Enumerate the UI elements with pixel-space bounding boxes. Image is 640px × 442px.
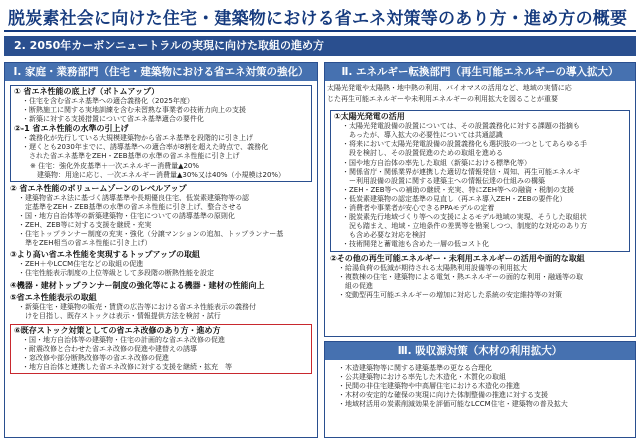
- list-item: ・新築住宅・建築物の販売・賃貸の広告等における省エネ性能表示の義務付: [18, 302, 256, 311]
- section-banner: 2. 2050年カーボンニュートラルの実現に向けた取組の進め方: [4, 36, 636, 56]
- list-note: 建築物：用途に応じ、一次エネルギー消費量▲30%又は40%（小規模は20%）: [30, 170, 286, 179]
- list-item: も含め必要な対応を検討: [342, 231, 426, 240]
- list-item: ・太陽光発電設備の設置については、その設置義務化に対する課題の指摘も: [342, 122, 580, 131]
- list-item: ・低炭素建築物の認定基準の見直し（再エネ導入ZEH・ZEBの要件化）: [342, 194, 567, 203]
- list-item: ・木造建築物等に関する建築基準の更なる合理化: [338, 364, 492, 372]
- household-business-panel: [4, 62, 318, 438]
- list-item: ・耐震改修と合わせた省エネ改修の促進や建替えの誘導: [22, 344, 197, 353]
- section-title: ⑤省エネ性能表示の取組: [10, 292, 97, 302]
- list-item: ・国・地方自治体等の建築物・住宅の計画的な省エネ改修の促進: [22, 335, 225, 344]
- list-item: ・複数棟の住宅・建築物による電気・熱エネルギーの面的な利用・融通等の取: [338, 272, 583, 281]
- list-item: ・国や地方自治体の率先した取組（新築における標準化等）: [342, 158, 531, 167]
- carbon-sink-heading: Ⅲ. 吸収源対策（木材の利用拡大）: [325, 342, 635, 360]
- list-item: ・住宅を含む省エネ基準への適合義務化（2025年度）: [22, 97, 194, 105]
- section-title: ⑥既存ストック対策としての省エネ改修のあり方・進め方: [14, 325, 221, 335]
- list-item: ・技術開発と蓄電池も含めた一層の低コスト化: [342, 240, 489, 249]
- list-item: ・公共建築物における率先した木造化・木質化の取組: [338, 373, 506, 382]
- section-title: ② 省エネ性能のボリュームゾーンのレベルアップ: [10, 183, 187, 193]
- section-title: ②-1 省エネ性能の水準の引上げ: [14, 124, 129, 134]
- household-business-heading: Ⅰ. 家庭・業務部門（住宅・建築物における省エネ対策の強化）: [5, 63, 317, 81]
- list-item: 段を検討し、その設置促進のための取組を進める: [342, 149, 503, 158]
- list-item: ・脱炭素先行地域づくり等への支援によるモデル地域の実現、そうした取組状: [342, 213, 587, 222]
- energy-conversion-heading: Ⅱ. エネルギー転換部門（再生可能エネルギーの導入拡大）: [325, 63, 635, 81]
- list-item: ・消費者や事業者が安心できるPPAモデルの定着: [342, 204, 495, 213]
- list-item: ・地域材活用の炭素削減効果を評価可能なLCCM住宅・建築物の普及拡大: [338, 400, 568, 409]
- list-item: ・将来において太陽光発電設備の設置義務化も選択肢の一つとしてあらゆる手: [342, 140, 587, 149]
- list-item: 定基準をZEH・ZEB基準の水準の省エネ性能に引き上げ、整合させる: [18, 202, 243, 211]
- carbon-sink-panel: [324, 341, 636, 438]
- existing-stock-highlight-box: [10, 324, 312, 374]
- list-item: ・義務化が先行している大規模建築物から省エネ基準を段階的に引き上げ: [22, 134, 253, 143]
- list-item: ・窓改修や部分断熱改修等の省エネ改修の促進: [22, 353, 169, 362]
- bottom-up-box: [10, 85, 312, 182]
- list-item: ・ZEH、ZEB等に対する支援を継続・充実: [18, 221, 152, 230]
- list-item: ・給湯負荷の低減が期待される太陽熱利用設備等の利用拡大: [338, 263, 527, 272]
- list-item: された省エネ基準をZEH・ZEB基準の水準の省エネ性能に引き上げ: [22, 152, 240, 161]
- section-title: ① 省エネ性能の底上げ（ボトムアップ）: [14, 87, 160, 96]
- list-item: ・遅くとも2030年までに、誘導基準への適合率が8割を超えた時点で、義務化: [22, 143, 269, 152]
- section-title: ①太陽光発電の活用: [334, 112, 405, 122]
- list-item: ・ZEH＋やLCCM住宅などの取組の促進: [18, 260, 144, 269]
- list-item: あったが、導入拡大の必要性については共通認識: [342, 131, 503, 140]
- title-divider: [4, 30, 636, 32]
- list-item: ・国・地方自治体等の新築建築物・住宅についての誘導基準の原則化: [18, 211, 235, 220]
- intro-line: じた再生可能エネルギーや未利用エネルギーの利用拡大を図ることが重要: [327, 95, 558, 104]
- solar-box: [330, 110, 630, 251]
- list-note: ※ 住宅：強化外皮基準＋一次エネルギー消費量▲20%: [30, 161, 200, 170]
- section-title: ③より高い省エネ性能を実現するトップアップの取組: [10, 250, 200, 260]
- energy-conversion-panel: [324, 62, 636, 337]
- section-title: ②その他の再生可能エネルギー・未利用エネルギーの活用や面的な取組: [330, 253, 585, 263]
- list-item: ・地方自治体と連携した省エネ改修に対する支援を継続・拡充 等: [22, 362, 232, 371]
- page-title: 脱炭素社会に向けた住宅・建築物における省エネ対策等のあり方・進め方の概要: [8, 9, 628, 29]
- list-item: ・関係省庁・関係業界が連携した適切な情報発信・周知、再生可能エネルギ: [342, 167, 580, 176]
- list-item: ・住宅性能表示制度の上位等級として多段階の断熱性能を設定: [18, 269, 214, 278]
- section-title: ④機器・建材トップランナー制度の強化等による機器・建材の性能向上: [10, 280, 265, 290]
- list-item: ・木材の安定的な確保の実現に向けた体制整備の推進に対する支援: [338, 391, 548, 400]
- intro-line: 太陽光発電や太陽熱・地中熱の利用、バイオマスの活用など、地域の実情に応: [327, 84, 572, 92]
- list-item: ・ZEH・ZEB等への補助の継続・充実、特にZEH等への融資・税制の支援: [342, 185, 574, 194]
- list-item: ー利用設備の設置に関する建築主への情報伝達の仕組みの構築: [342, 176, 545, 185]
- list-item: ・住宅トップランナー制度の充実・強化（分譲マンションの追加、トップランナー基: [18, 230, 284, 239]
- list-item: けを目指し、既存ストックは表示・情報提供方法を検討・試行: [18, 311, 221, 320]
- list-item: 況も踏まえ、地域・立地条件の差異等を勘案しつつ、制度的な対応のあり方: [342, 222, 588, 231]
- list-item: 組の促進: [338, 281, 373, 290]
- list-item: ・新築に対する支援措置について省エネ基準適合の要件化: [22, 115, 204, 124]
- list-item: ・建築物省エネ法に基づく誘導基準や長期優良住宅、低炭素建築物等の認: [18, 193, 249, 202]
- list-item: ・断熱施工に関する実地訓練を含む未習熟な事業者の技術力向上の支援: [22, 106, 246, 115]
- list-item: ・民間の非住宅建築物や中高層住宅における木造化の推進: [338, 382, 520, 391]
- list-item: 準をZEH相当の省エネ性能に引き上げ）: [18, 239, 152, 248]
- list-item: ・変動型再生可能エネルギーの増加に対応した系統の安定維持等の対策: [338, 290, 562, 299]
